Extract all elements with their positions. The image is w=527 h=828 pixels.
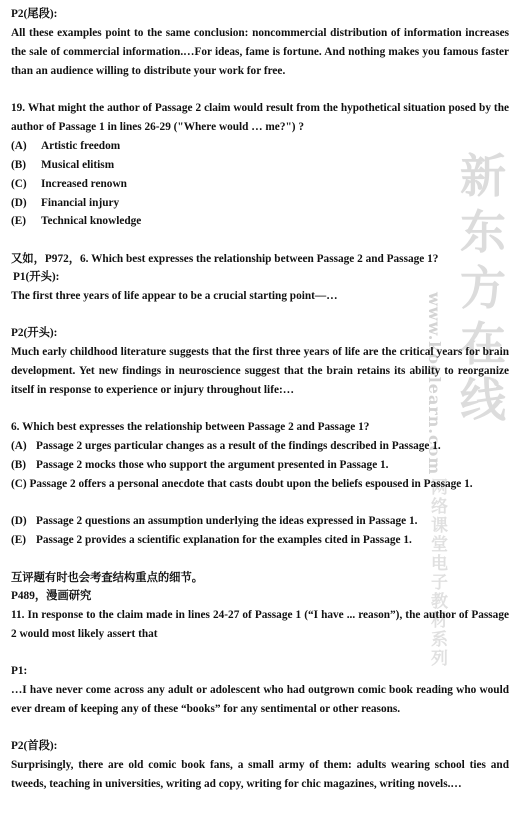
watermark-url: www.koolearn.com bbox=[425, 292, 444, 476]
paragraph-p2-end: All these examples point to the same conclusion: noncommercial distribution of information increases the sale of commercial information.…For ideas, fame is fortune. And nothing makes you famous faster than an audience willing to distribute your work for free. bbox=[11, 27, 509, 77]
q19-option-a: (A) Artistic freedom bbox=[11, 140, 121, 152]
heading-p2-first: P2(首段): bbox=[11, 740, 58, 752]
q19-option-d: (D) Financial injury bbox=[11, 197, 120, 209]
watermark-series: 网络课堂电子教材系列 bbox=[427, 478, 447, 668]
heading-p1: P1: bbox=[11, 665, 28, 677]
paragraph-p1-start: The first three years of life appear to be a crucial starting point—… bbox=[11, 290, 338, 302]
q6-option-a: (A) Passage 2 urges particular changes as a result of the findings described in Passage 1. bbox=[11, 440, 441, 452]
question-19: 19. What might the author of Passage 2 claim would result from the hypothetical situation posed by the author of Passage 1 in lines 26-29 ("Where would … me?") ? bbox=[11, 102, 509, 133]
example-p489: P489，漫画研究 bbox=[11, 590, 92, 602]
heading-p2-start: P2(开头): bbox=[11, 327, 58, 339]
example-p972: 又如，P972，6. Which best expresses the relationship between Passage 2 and Passage 1? bbox=[11, 253, 439, 265]
question-11: 11. In response to the claim made in lines 24-27 of Passage 1 (“I have ... reason”), the author of Passage 2 would most likely assert that bbox=[11, 609, 509, 640]
question-6: 6. Which best expresses the relationship between Passage 2 and Passage 1? bbox=[11, 421, 370, 433]
paragraph-p2-start: Much early childhood literature suggests that the first three years of life are the critical years for brain development. Yet new findings in neuroscience suggest that the brain retains its ability to reorganize itself in response to experience or injury throughout life:… bbox=[11, 346, 509, 396]
paragraph-p2-first: Surprisingly, there are old comic book fans, a small army of them: adults wearing school ties and tweeds, teaching in universities, writing ad copy, writing for chic magazines, writing novels.… bbox=[11, 759, 509, 790]
watermark-logo-text: 新东方在线 bbox=[460, 149, 506, 427]
note-structure: 互评题有时也会考查结构重点的细节。 bbox=[11, 572, 204, 584]
heading-p1-start: P1(开头): bbox=[13, 271, 60, 283]
heading-p2-end: P2(尾段): bbox=[11, 8, 58, 20]
paragraph-p1: …I have never come across any adult or adolescent who had outgrown comic book reading who would ever dream of keeping any of these “books” for any sentimental or other reasons. bbox=[11, 684, 509, 715]
q19-option-b: (B) Musical elitism bbox=[11, 159, 115, 171]
q6-option-b: (B) Passage 2 mocks those who support the argument presented in Passage 1. bbox=[11, 459, 389, 471]
q6-option-e: (E) Passage 2 provides a scientific explanation for the examples cited in Passage 1. bbox=[11, 534, 412, 546]
q6-option-c: (C) Passage 2 offers a personal anecdote that casts doubt upon the beliefs espoused in Passage 1. bbox=[11, 478, 473, 490]
q6-option-d: (D) Passage 2 questions an assumption underlying the ideas expressed in Passage 1. bbox=[11, 515, 418, 527]
q19-option-e: (E) Technical knowledge bbox=[11, 215, 142, 227]
q19-option-c: (C) Increased renown bbox=[11, 178, 127, 190]
